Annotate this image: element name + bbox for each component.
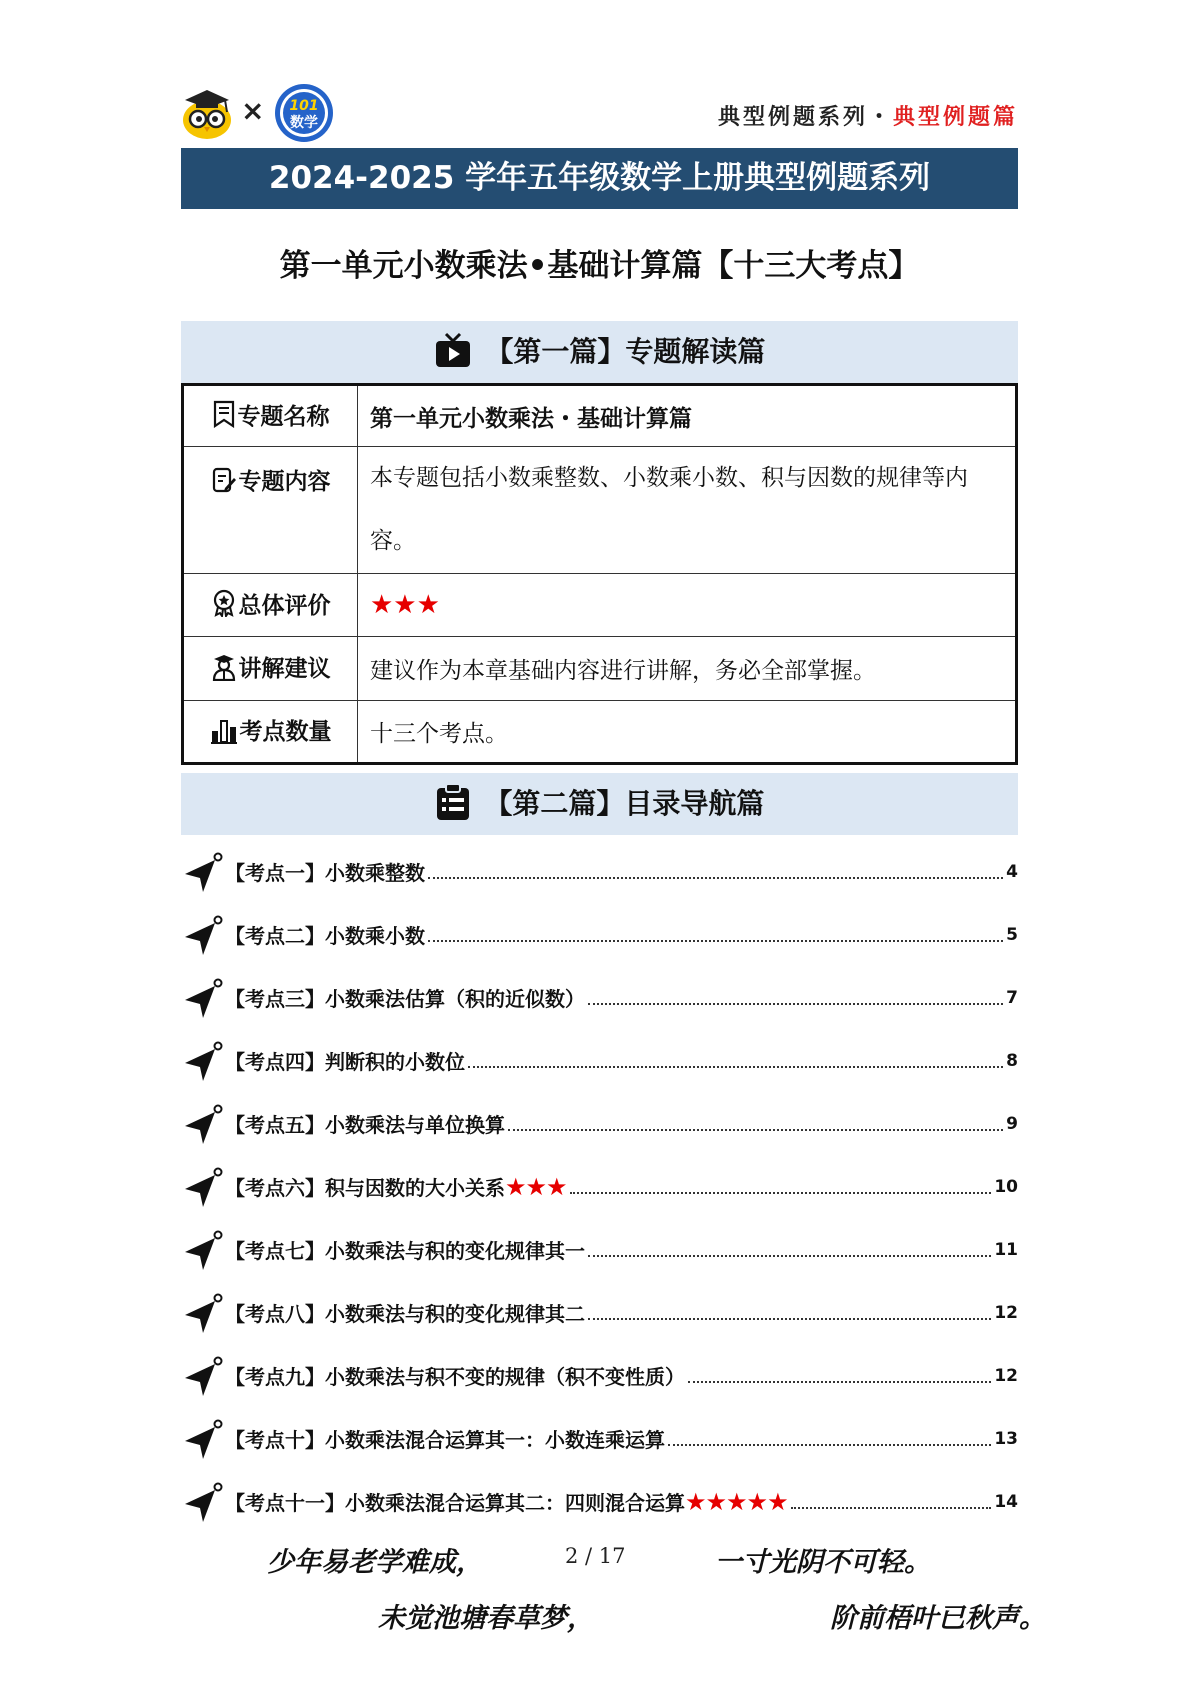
poem-line-4: 阶前梧叶已秋声。: [830, 1603, 1046, 1634]
table-row: [183, 385, 1017, 447]
toc-entry-label: 【考点十一】小数乘法混合运算其二：四则混合运算: [225, 1491, 685, 1515]
toc-dot-leader: [688, 1381, 991, 1383]
toc-dot-leader: [668, 1444, 991, 1446]
table-row: [183, 701, 1017, 764]
tv-play-icon: [434, 331, 472, 369]
pointer-arrow-icon: [181, 915, 225, 959]
toc-entry-page: 12: [994, 1365, 1018, 1386]
row-label: 讲解建议: [238, 656, 331, 683]
pointer-arrow-icon: [181, 1104, 225, 1148]
row-label-cell: [183, 574, 358, 637]
logo-math-text: 数学: [290, 115, 318, 131]
pointer-arrow-icon: [181, 1419, 225, 1463]
section-1-title: 【第一篇】专题解读篇: [485, 335, 766, 368]
toc-entry[interactable]: [181, 840, 1018, 903]
toc-dot-leader: [428, 940, 1003, 942]
toc-entry-page: 7: [1006, 987, 1018, 1008]
toc-entry[interactable]: [181, 1155, 1018, 1218]
row-label: 专题名称: [237, 403, 330, 430]
table-row: [183, 447, 1017, 574]
toc-entry-label: 【考点八】小数乘法与积的变化规律其二: [225, 1302, 585, 1326]
pointer-arrow-icon: [181, 978, 225, 1022]
logo-101-text: 101: [289, 98, 319, 114]
owl-scholar-logo: [181, 86, 233, 140]
row-label-cell: [183, 447, 358, 574]
toc-entry-label: 【考点五】小数乘法与单位换算: [225, 1113, 505, 1137]
toc-entry-label: 【考点一】小数乘整数: [225, 861, 425, 885]
section-1-header: [181, 321, 1018, 383]
row-label-cell: [183, 637, 358, 701]
toc-entry-page: 11: [994, 1239, 1018, 1260]
toc-dot-leader: [508, 1129, 1003, 1131]
toc-entry-page: 4: [1006, 861, 1018, 882]
toc-entry-page: 9: [1006, 1113, 1018, 1134]
clipboard-list-icon: [435, 783, 471, 821]
section-2-header: [181, 773, 1018, 835]
toc-dot-leader: [428, 877, 1003, 879]
toc-entry-label: 【考点九】小数乘法与积不变的规律（积不变性质）: [225, 1365, 685, 1389]
toc-dot-leader: [588, 1318, 991, 1320]
series-tag-part2: 典型例题篇: [892, 104, 1018, 130]
row-label-cell: [183, 701, 358, 764]
series-tag: [718, 100, 1018, 131]
bar-chart-icon: [210, 716, 238, 744]
row-label-cell: [183, 385, 358, 447]
toc-entry-page: 5: [1006, 924, 1018, 945]
pointer-arrow-icon: [181, 1041, 225, 1085]
table-row: [183, 574, 1017, 637]
section-2-title: 【第二篇】目录导航篇: [484, 787, 765, 820]
page-indicator: 2 / 17: [565, 1544, 626, 1568]
toc-entry[interactable]: [181, 1407, 1018, 1470]
pointer-arrow-icon: [181, 1293, 225, 1337]
toc-entry-label: 【考点三】小数乘法估算（积的近似数）: [225, 987, 585, 1011]
table-of-contents: [181, 840, 1018, 1533]
rating-stars: ★★★: [370, 590, 440, 620]
poem-line-2: 一寸光阴不可轻。: [715, 1547, 931, 1578]
row-value: 本专题包括小数乘整数、小数乘小数、积与因数的规律等内容。: [358, 447, 1017, 574]
toc-entry-label: 【考点六】积与因数的大小关系: [225, 1176, 505, 1200]
toc-entry-label: 【考点七】小数乘法与积的变化规律其一: [225, 1239, 585, 1263]
toc-entry-page: 12: [994, 1302, 1018, 1323]
toc-entry[interactable]: [181, 1092, 1018, 1155]
toc-entry-page: 14: [994, 1491, 1018, 1512]
toc-entry-stars: ★★★★★: [685, 1487, 788, 1516]
series-tag-part1: 典型例题系列・: [717, 104, 893, 130]
row-value: 建议作为本章基础内容进行讲解，务必全部掌握。: [358, 637, 1017, 701]
toc-entry[interactable]: [181, 1470, 1018, 1533]
toc-entry[interactable]: [181, 1344, 1018, 1407]
toc-entry[interactable]: [181, 1281, 1018, 1344]
row-value: 十三个考点。: [358, 701, 1017, 764]
topic-info-table: [181, 383, 1018, 765]
toc-entry-stars: ★★★: [505, 1172, 567, 1201]
toc-dot-leader: [570, 1192, 992, 1194]
math-101-logo: [273, 82, 335, 144]
table-row: [183, 637, 1017, 701]
toc-entry[interactable]: [181, 1029, 1018, 1092]
toc-entry[interactable]: [181, 1218, 1018, 1281]
toc-dot-leader: [791, 1507, 992, 1509]
pointer-arrow-icon: [181, 1167, 225, 1211]
toc-dot-leader: [588, 1003, 1003, 1005]
toc-entry-label: 【考点四】判断积的小数位: [225, 1050, 465, 1074]
times-sign: ×: [241, 94, 265, 127]
pointer-arrow-icon: [181, 1356, 225, 1400]
teacher-icon: [211, 653, 237, 681]
row-label: 考点数量: [239, 719, 332, 746]
pointer-arrow-icon: [181, 1230, 225, 1274]
toc-dot-leader: [588, 1255, 991, 1257]
toc-entry[interactable]: [181, 903, 1018, 966]
pointer-arrow-icon: [181, 852, 225, 896]
toc-entry-label: 【考点十】小数乘法混合运算其一：小数连乘运算: [225, 1428, 665, 1452]
edit-note-icon: [211, 466, 237, 494]
award-icon: [211, 589, 237, 617]
toc-entry-page: 13: [994, 1428, 1018, 1449]
series-banner: 2024-2025 学年五年级数学上册典型例题系列: [181, 148, 1018, 209]
row-value: 第一单元小数乘法・基础计算篇: [358, 385, 1017, 447]
toc-entry-page: 8: [1006, 1050, 1018, 1071]
document-icon: [212, 400, 236, 428]
row-label: 总体评价: [238, 592, 331, 619]
page-footer: [0, 1530, 1190, 1650]
toc-entry[interactable]: [181, 966, 1018, 1029]
poem-line-1: 少年易老学难成，: [267, 1547, 483, 1578]
poem-line-3: 未觉池塘春草梦，: [378, 1603, 594, 1634]
toc-entry-page: 10: [994, 1176, 1018, 1197]
row-label: 专题内容: [238, 469, 331, 495]
row-value-cell: [358, 574, 1017, 637]
page-header: [181, 82, 1018, 148]
toc-entry-label: 【考点二】小数乘小数: [225, 924, 425, 948]
toc-dot-leader: [468, 1066, 1003, 1068]
document-title: 第一单元小数乘法•基础计算篇【十三大考点】: [279, 248, 920, 284]
pointer-arrow-icon: [181, 1482, 225, 1526]
